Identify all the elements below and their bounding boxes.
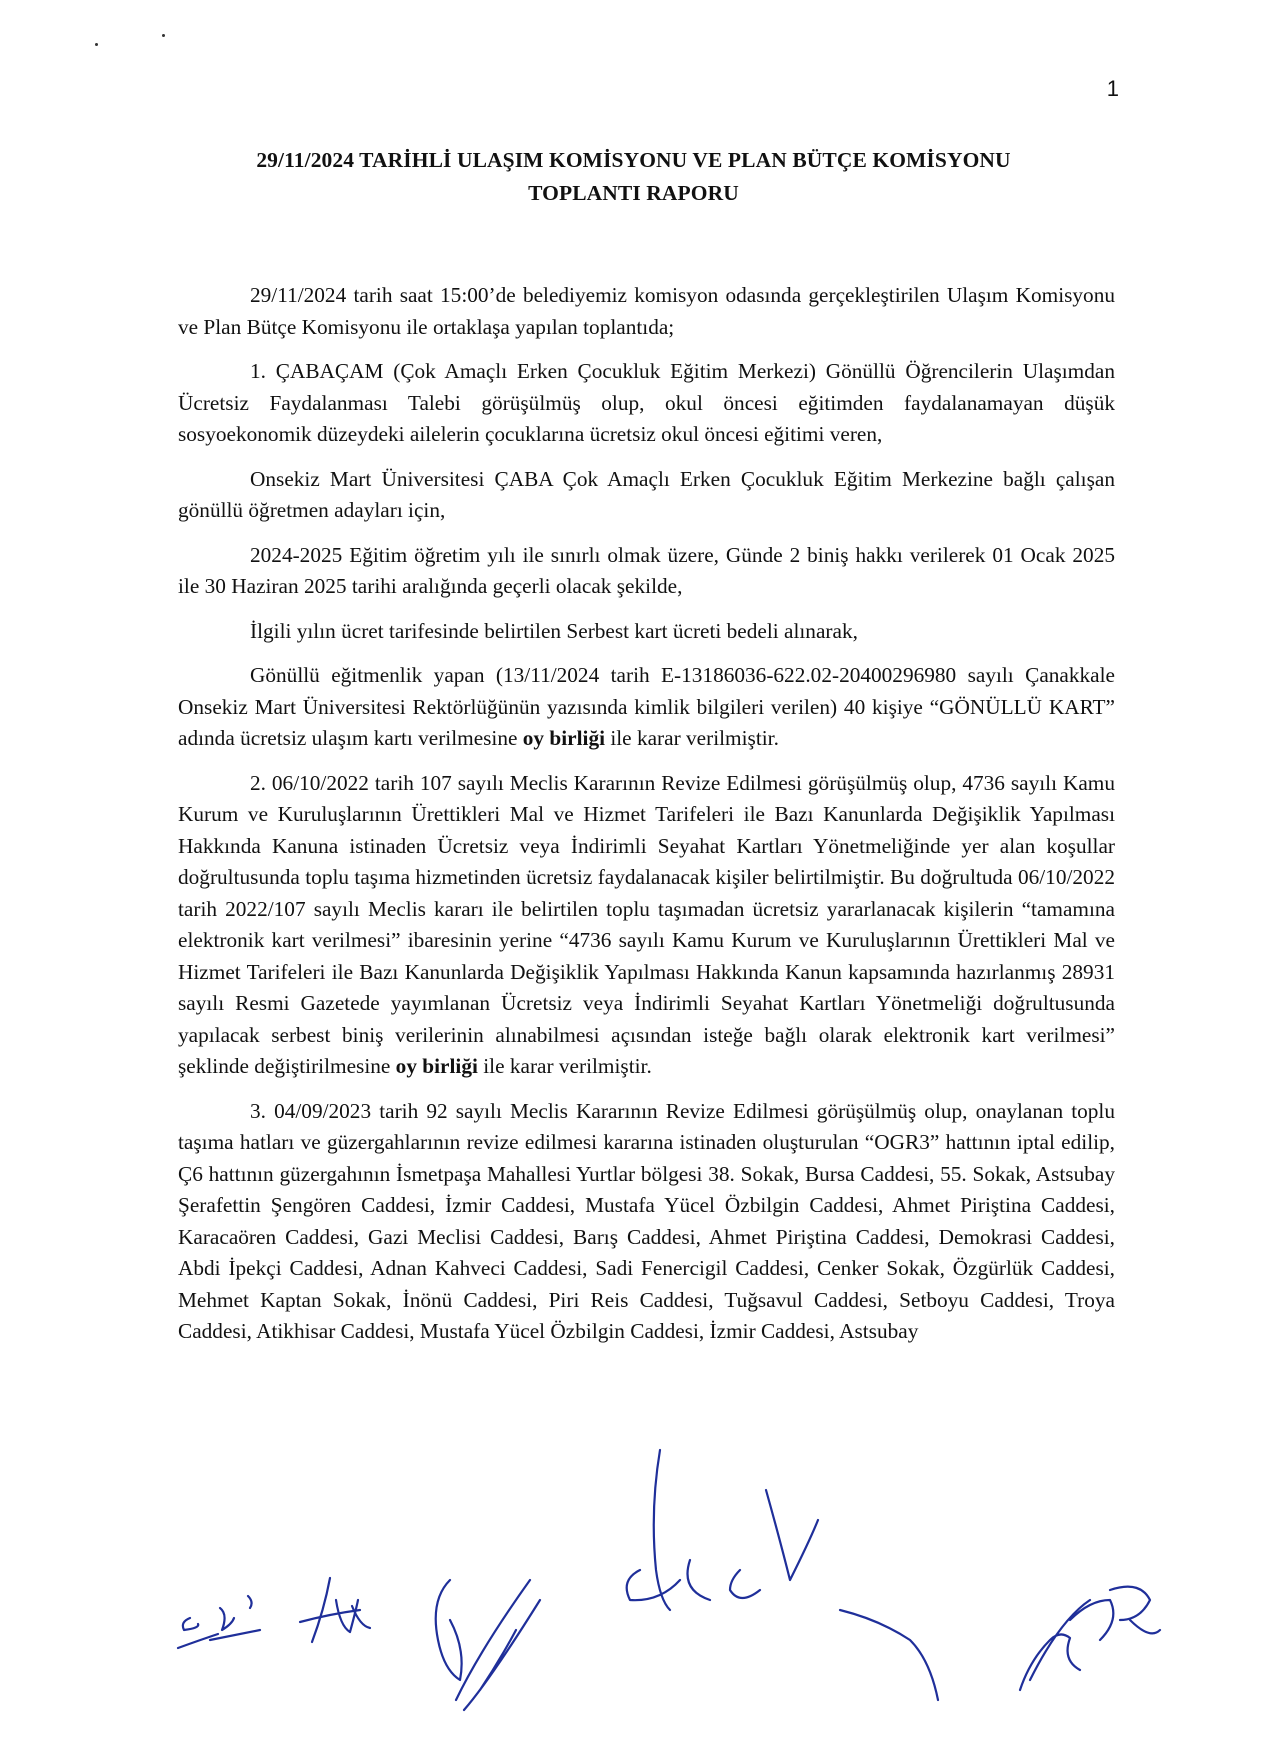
signature-2 bbox=[290, 1570, 380, 1660]
signature-5 bbox=[830, 1590, 950, 1710]
item-1-recipients-paragraph: Onsekiz Mart Üniversitesi ÇABA Çok Amaçlı Erken Çocukluk Eğitim Merkezine bağlı çalışan gönüllü öğretmen adayları için, bbox=[178, 466, 1115, 522]
page-number: 1 bbox=[1106, 76, 1119, 101]
signature-4 bbox=[590, 1430, 820, 1620]
item-2-paragraph bbox=[178, 768, 1115, 1083]
item-1-period-paragraph: 2024-2025 Eğitim öğretim yılı ile sınırlı olmak üzere, Günde 2 biniş hakkı verilerek 01 Ocak 2025 ile 30 Haziran 2025 tarihi aralığında geçerli olacak şekilde, bbox=[178, 542, 1115, 598]
signature-3 bbox=[420, 1560, 570, 1730]
scan-speck bbox=[162, 34, 165, 37]
page-title bbox=[0, 144, 1267, 210]
report-body bbox=[178, 280, 1115, 1348]
item-1-fee-paragraph: İlgili yılın ücret tarifesinde belirtilen Serbest kart ücreti bedeli alınarak, bbox=[250, 618, 858, 643]
signature-6 bbox=[1000, 1560, 1170, 1710]
item-1-decision-end: ile karar verilmiştir. bbox=[610, 726, 779, 750]
item-2-vote-result: oy birliği bbox=[395, 1054, 478, 1078]
item-1-decision-paragraph bbox=[178, 660, 1115, 755]
item-1-decision-text: Gönüllü eğitmenlik yapan (13/11/2024 tarih E-13186036-622.02-20400296980 sayılı Çanakkale Onsekiz Mart Üniversitesi Rektörlüğünün yazısında kimlik bilgileri verilen) 40 kişiye “GÖNÜLLÜ KART” adında ücretsiz ulaşım kartı verilmesine bbox=[178, 663, 1115, 750]
signature-1 bbox=[170, 1578, 290, 1668]
item-2-end: ile karar verilmiştir. bbox=[483, 1054, 652, 1078]
item-2-text: 2. 06/10/2022 tarih 107 sayılı Meclis Kararının Revize Edilmesi görüşülmüş olup, 4736 sayılı Kamu Kurum ve Kuruluşlarının Ürettikleri Mal ve Hizmet Tarifeleri ile Bazı Kanunlarda Değişiklik Yapılması Hakkında Kanuna istinaden Ücretsiz veya İndirimli Seyahat Kartları Yönetmeliğinde yer alan koşullar doğrultusunda toplu taşıma hizmetinden ücretsiz faydalanacak kişiler belirtilmiştir. Bu doğrultuda 06/10/2022 tarih 2022/107 sayılı Meclis kararı ile belirtilen toplu taşımadan ücretsiz yararlanacak kişilerin “tamamına elektronik kart verilmesi” ibaresinin yerine “4736 sayılı Kamu Kurum ve Kuruluşlarının Ürettikleri Mal ve Hizmet Tarifeleri ile Bazı Kanunlarda Değişiklik Yapılması Hakkında Kanun kapsamında hazırlanmış 28931 sayılı Resmi Gazetede yayımlanan Ücretsiz veya İndirimli Seyahat Kartları Yönetmeliği doğrultusunda yapılacak serbest biniş verilerinin alınabilmesi açısından isteğe bağlı olarak elektronik kart verilmesi” şeklinde değiştirilmesine bbox=[178, 770, 1115, 1078]
title-line-2: TOPLANTI RAPORU bbox=[528, 181, 739, 205]
signatures bbox=[0, 1550, 1267, 1742]
title-line-1: 29/11/2024 TARİHLİ ULAŞIM KOMİSYONU VE PLAN BÜTÇE KOMİSYONU bbox=[256, 148, 1011, 172]
intro-paragraph: 29/11/2024 tarih saat 15:00’de belediyemiz komisyon odasında gerçekleştirilen Ulaşım Komisyonu ve Plan Bütçe Komisyonu ile ortaklaşa yapılan toplantıda; bbox=[178, 283, 1115, 339]
item-1-paragraph: 1. ÇABAÇAM (Çok Amaçlı Erken Çocukluk Eğitim Merkezi) Gönüllü Öğrencilerin Ulaşımdan Ücretsiz Faydalanması Talebi görüşülmüş olup, okul öncesi eğitimden faydalanamayan düşük sosyoekonomik düzeydeki ailelerin çocuklarına ücretsiz okul öncesi eğitimi veren, bbox=[178, 359, 1115, 446]
item-3-paragraph: 3. 04/09/2023 tarih 92 sayılı Meclis Kararının Revize Edilmesi görüşülmüş olup, onaylanan toplu taşıma hatları ve güzergahlarının revize edilmesi kararına istinaden oluşturulan “OGR3” hattının iptal edilip, Ç6 hattının güzergahının İsmetpaşa Mahallesi Yurtlar bölgesi 38. Sokak, Bursa Caddesi, 55. Sokak, Astsubay Şerafettin Şengören Caddesi, İzmir Caddesi, Mustafa Yücel Özbilgin Caddesi, Ahmet Piriştina Caddesi, Karacaören Caddesi, Gazi Meclisi Caddesi, Barış Caddesi, Ahmet Piriştina Caddesi, Demokrasi Caddesi, Abdi İpekçi Caddesi, Adnan Kahveci Caddesi, Sadi Fenercigil Caddesi, Cenker Sokak, Özgürlük Caddesi, Mehmet Kaptan Sokak, İnönü Caddesi, Piri Reis Caddesi, Tuğsavul Caddesi, Setboyu Caddesi, Troya Caddesi, Atikhisar Caddesi, Mustafa Yücel Özbilgin Caddesi, İzmir Caddesi, Astsubay bbox=[178, 1098, 1115, 1343]
item-1-vote-result: oy birliği bbox=[522, 726, 606, 750]
scan-speck bbox=[95, 43, 98, 46]
